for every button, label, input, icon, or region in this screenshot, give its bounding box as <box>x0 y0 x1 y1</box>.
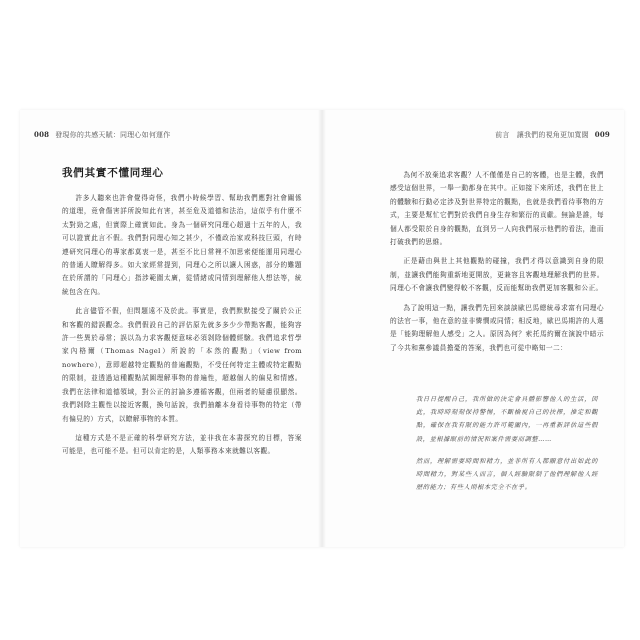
left-body-text <box>62 192 302 465</box>
left-page <box>20 110 320 547</box>
left-running-head-text: 發現你的共感天賦：同理心如何運作 <box>55 131 171 139</box>
right-running-header <box>495 130 610 140</box>
left-running-header <box>34 130 170 140</box>
section-title: 我們其實不懂同理心 <box>62 167 164 179</box>
right-running-head-text: 前言 讓我們的視角更加寬闊 <box>495 131 589 139</box>
quote-paragraph-1: 我日日提醒自己，我所做的決定會具體影響他人的生活，因此，我時時刻刻保持警惕，不斷檢視自己的抉擇，推定和觀點，確保在我有限的能力許可範圍內，一再重新評估這些假設，並根據眼前的情況和案件需要而調整…… <box>416 396 598 443</box>
left-page-number: 008 <box>34 130 50 139</box>
right-body-text <box>390 169 604 361</box>
left-paragraph-1: 許多人聽來也許會覺得奇怪，我們小時候學習、幫助我們應對社會關係的道理，竟會傷害詳所說知此有害，甚至危及道德和法治，這似乎有什麼不太對勁之處，但實際上確實如此。身為一個研究同理心超過十五年的人，我可以證實此言不假。我們對同理心知之甚少，不僅政治家或科技巨頭，有時連研究同理心的專家都莫衷一是，甚至不比日常裡不加思索便能運用同理心的普通人瞭解得多。如大家經常提到，同理心之所以讓人困惑，部分的難題在於所謂的「同理心」指涉範圍太廣，從情緒或同情到理解他人想法等，統統包含在內。 <box>62 194 302 296</box>
left-paragraph-3: 這種方式是不是正確的科學研究方法，並非我在本書探究的目標，答案可能是，也可能不是。但可以肯定的是，人類事務本來就難以客觀。 <box>62 433 302 456</box>
block-quote <box>416 393 598 503</box>
right-page-number: 009 <box>594 130 610 139</box>
right-paragraph-3: 為了說明這一點，讓我們先回來談談歐巴馬總統尋求富有同理心的法官一事，他在意的並非憐憫或同情；相反地，歐巴馬期許的人選是「能夠理解他人感受」之人。原因為何？索托馬約爾在演說中暗示了今共和黨參議員擔憂的答案，我們也可從中略知一二： <box>390 303 604 352</box>
quote-paragraph-2: 然而，理解需要時間和精力，並非所有人都願意付出如此的時間精力，對某些人而言，個人經驗限制了他們理解他人經歷的能力；有些人則根本完全不在乎。 <box>416 457 598 492</box>
right-page <box>324 110 624 547</box>
right-paragraph-2: 正是藉由與世上其他觀點的碰撞，我們才得以意識到自身的限制，並讓我們能夠重新地更開放，更兼容且客觀地理解我們的世界。同理心不會讓我們變得較不客觀，反而能幫助我們更加客觀和公正。 <box>390 257 604 293</box>
right-paragraph-1: 為何不放棄追求客觀？人不僅僅是自己的客體，也是主體，我們感受這個世界，一舉一動都身在其中。正如接下來所述，我們在世上的體驗和行動必定涉及對世界特定的觀點，也就是我們看待事物的方式，主要是幫忙它們對於我們自身生存和繁衍的貢獻。無論是誰，每個人都受限於自身的觀點，直到另一人向我們展示他們的看法，進而打破我們的思維。 <box>390 171 604 247</box>
left-paragraph-2: 此言儘管不假，但問題遠不及於此。事實是，我們默默接受了關於公正和客觀的錯誤觀念。我們假設自己的評估原先就多多少少帶點客觀，能夠容許一些異於尋常；誤以為力求客觀便意味必須剝除個體經驗。我們追求哲學家內格爾（Thomas Nagel）所說的「本然的觀點」（view from nowhere），意即超越特定觀點的普遍觀點，不受任何特定主體或特定觀點的限制，並透過這種觀點試圖理解事物的普遍性，超越個人的偏見和情感。我們在法律和道德領域，對公正的討論多遵循客觀，但兩者的疑慮很顯然。我們剝除主觀性以接近客觀，換句話說，我們抽離本身看待事物的特定（帶有偏見的）方式，以瞭解事物的本質。 <box>62 307 302 423</box>
book-spread <box>20 110 624 547</box>
